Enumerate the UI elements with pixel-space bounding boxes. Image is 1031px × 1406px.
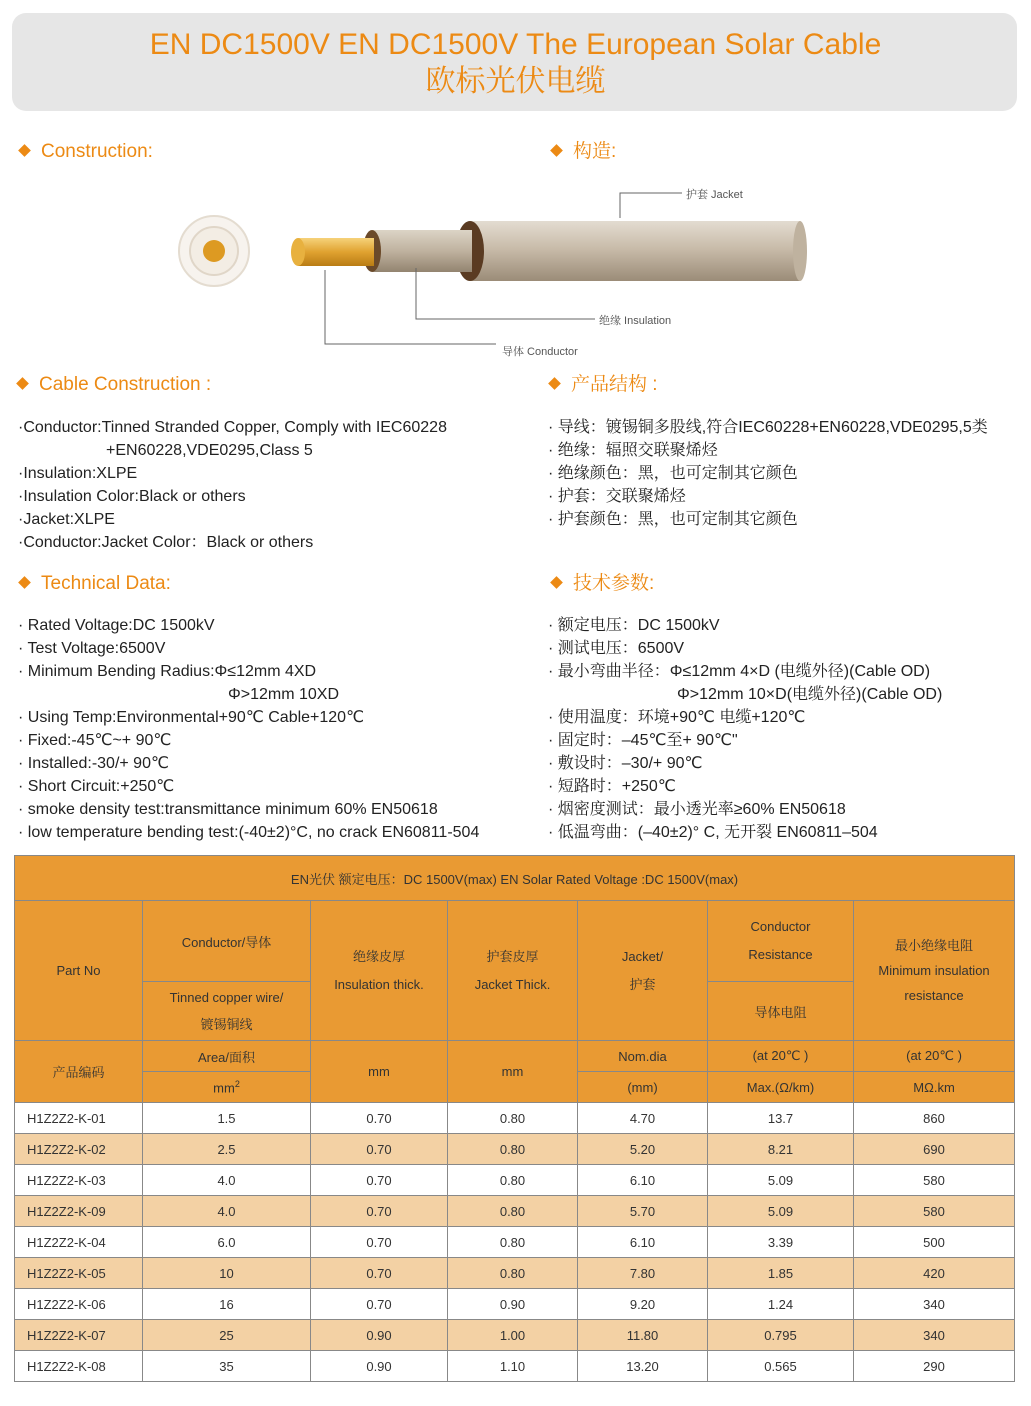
insulation-label: 绝缘 Insulation: [599, 315, 672, 327]
header-mi-at: (at 20℃ ): [854, 1041, 1015, 1072]
table-row: [15, 1258, 1015, 1289]
nom-dia-cell: 9.20: [578, 1289, 708, 1320]
area-cell: 1.5: [143, 1103, 311, 1134]
table-row: [15, 1165, 1015, 1196]
diamond-bullet-icon: [550, 144, 563, 157]
jacket-layer: [456, 221, 807, 281]
table-unit-row: [15, 1041, 1015, 1072]
spec-line: ·Insulation Color:Black or others: [18, 488, 246, 505]
spec-line-cn: · 绝缘：辐照交联聚烯烃: [548, 442, 718, 459]
tech-line: Φ>12mm 10XD: [228, 686, 340, 703]
header-jacket-thick: [448, 901, 578, 1041]
diamond-bullet-icon: [16, 377, 29, 390]
resistance-cell: 5.09: [708, 1165, 854, 1196]
header-insulation-en: Insulation thick.: [334, 976, 424, 992]
header-jacket-cn: 护套: [629, 976, 656, 992]
area-cell: 25: [143, 1320, 311, 1351]
insulation-cell: 0.70: [311, 1289, 448, 1320]
part-no-cell: H1Z2Z2-K-04: [15, 1227, 143, 1258]
jacket-thick-cell: 0.80: [448, 1165, 578, 1196]
tech-line: · Installed:-30/+ 90℃: [18, 755, 169, 772]
table-caption: EN光伏 额定电压：DC 1500V(max) EN Solar Rated Voltage :DC 1500V(max): [15, 856, 1015, 901]
tech-line: · Fixed:-45℃~+ 90℃: [18, 732, 172, 749]
tech-line: · Minimum Bending Radius:Φ≤12mm 4XD: [18, 663, 317, 680]
header-jacket: [578, 901, 708, 1041]
insulation-resistance-cell: 500: [854, 1227, 1015, 1258]
spec-line: +EN60228,VDE0295,Class 5: [106, 442, 313, 459]
tech-line-cn: · 使用温度：环境+90℃ 电缆+120℃: [548, 709, 806, 726]
area-cell: 6.0: [143, 1227, 311, 1258]
insulation-cell: 0.90: [311, 1320, 448, 1351]
tech-line-cn: · 额定电压：DC 1500kV: [548, 617, 720, 634]
spec-line: ·Conductor:Jacket Color：Black or others: [18, 534, 314, 551]
resistance-cell: 0.565: [708, 1351, 854, 1382]
resistance-cell: 3.39: [708, 1227, 854, 1258]
header-insulation-thick: [311, 901, 448, 1041]
insulation-resistance-cell: 290: [854, 1351, 1015, 1382]
insulation-resistance-cell: 580: [854, 1165, 1015, 1196]
header-conductor: Conductor/导体: [143, 901, 311, 982]
spec-line: ·Conductor:Tinned Stranded Copper, Comply with IEC60228: [18, 419, 447, 436]
insulation-resistance-cell: 340: [854, 1320, 1015, 1351]
nom-dia-cell: 13.20: [578, 1351, 708, 1382]
part-no-cell: H1Z2Z2-K-08: [15, 1351, 143, 1382]
header-cr-line2: Resistance: [748, 947, 813, 962]
cable-construction-heading-cn-text: 产品结构 :: [571, 374, 658, 395]
header-mi-line1: 最小绝缘电阻: [895, 938, 974, 953]
part-no-cell: H1Z2Z2-K-07: [15, 1320, 143, 1351]
insulation-cell: 0.70: [311, 1196, 448, 1227]
area-cell: 16: [143, 1289, 311, 1320]
table-row: [15, 1227, 1015, 1258]
area-cell: 2.5: [143, 1134, 311, 1165]
table-row: [15, 1103, 1015, 1134]
unit-area: [143, 1072, 311, 1103]
resistance-cell: 13.7: [708, 1103, 854, 1134]
insulation-resistance-cell: 580: [854, 1196, 1015, 1227]
header-nom-dia: Nom.dia: [578, 1041, 708, 1072]
header-mi-line2: Minimum insulation: [878, 963, 990, 978]
spec-line-cn: · 绝缘颜色：黑，也可定制其它颜色: [548, 465, 798, 482]
spec-line-cn: · 护套：交联聚烯烃: [548, 488, 686, 505]
tech-line-cn: · 敷设时：–30/+ 90℃: [548, 755, 703, 772]
jacket-thick-cell: 0.80: [448, 1196, 578, 1227]
spec-line-cn: · 导线：镀锡铜多股线,符合IEC60228+EN60228,VDE0295,5类: [548, 419, 988, 436]
spec-line: ·Jacket:XLPE: [18, 511, 115, 528]
construction-heading: [20, 141, 153, 163]
insulation-resistance-cell: 860: [854, 1103, 1015, 1134]
header-cr-at: (at 20℃ ): [708, 1041, 854, 1072]
jacket-label: 护套 Jacket: [686, 189, 743, 201]
conductor-leader-line: [325, 270, 496, 344]
diamond-bullet-icon: [548, 377, 561, 390]
part-no-cell: H1Z2Z2-K-03: [15, 1165, 143, 1196]
header-jacket-thick-en: Jacket Thick.: [474, 976, 551, 992]
area-cell: 4.0: [143, 1165, 311, 1196]
tech-line-cn: Φ>12mm 10×D(电缆外径)(Cable OD): [677, 686, 943, 703]
conductor-label: 导体 Conductor: [502, 346, 578, 358]
tech-line: · Rated Voltage:DC 1500kV: [18, 617, 215, 634]
tech-line-cn: · 最小弯曲半径：Φ≤12mm 4×D (电缆外径)(Cable OD): [548, 663, 931, 680]
header-tinned-cn: 镀锡铜线: [200, 1017, 253, 1032]
header-cr-line1: Conductor: [750, 919, 811, 934]
header-area: Area/面积: [143, 1041, 311, 1072]
part-no-cell: H1Z2Z2-K-01: [15, 1103, 143, 1134]
tech-line: · Using Temp:Environmental+90℃ Cable+120℃: [18, 709, 365, 726]
unit-mi: MΩ.km: [854, 1072, 1015, 1103]
header-tinned-en: Tinned copper wire/: [169, 990, 284, 1005]
insulation-cell: 0.70: [311, 1103, 448, 1134]
unit-jacket-thick: mm: [448, 1041, 578, 1103]
tech-line-cn: · 测试电压：6500V: [548, 640, 685, 657]
cross-section-icon: [179, 216, 249, 286]
jacket-thick-cell: 0.90: [448, 1289, 578, 1320]
tech-line: · Test Voltage:6500V: [18, 640, 166, 657]
part-no-cell: H1Z2Z2-K-06: [15, 1289, 143, 1320]
table-row: [15, 1134, 1015, 1165]
unit-insulation: mm: [311, 1041, 448, 1103]
cable-diagram: [0, 170, 1031, 365]
jacket-thick-cell: 1.00: [448, 1320, 578, 1351]
header-min-insulation: [854, 901, 1015, 1041]
area-cell: 35: [143, 1351, 311, 1382]
conductor-core: [291, 238, 374, 266]
table-body: [15, 1103, 1015, 1382]
resistance-cell: 8.21: [708, 1134, 854, 1165]
insulation-resistance-cell: 340: [854, 1289, 1015, 1320]
table-header-row: [15, 901, 1015, 982]
jacket-thick-cell: 0.80: [448, 1258, 578, 1289]
tech-line: · smoke density test:transmittance minimum 60% EN50618: [18, 801, 438, 818]
tech-line: · Short Circuit:+250℃: [18, 778, 175, 795]
insulation-cell: 0.90: [311, 1351, 448, 1382]
jacket-thick-cell: 0.80: [448, 1103, 578, 1134]
cable-construction-heading-text: Cable Construction :: [39, 374, 212, 395]
nom-dia-cell: 5.20: [578, 1134, 708, 1165]
header-cr-cn: 导体电阻: [708, 982, 854, 1041]
tech-line-cn: · 烟密度测试：最小透光率≥60% EN50618: [548, 801, 846, 818]
part-no-cell: H1Z2Z2-K-09: [15, 1196, 143, 1227]
area-cell: 10: [143, 1258, 311, 1289]
insulation-resistance-cell: 420: [854, 1258, 1015, 1289]
part-no-cell: H1Z2Z2-K-05: [15, 1258, 143, 1289]
construction-heading-cn: [552, 141, 616, 163]
resistance-cell: 5.09: [708, 1196, 854, 1227]
resistance-cell: 0.795: [708, 1320, 854, 1351]
spec-table: [14, 855, 1015, 1382]
spec-line: ·Insulation:XLPE: [18, 465, 138, 482]
spec-line-cn: · 护套颜色：黑，也可定制其它颜色: [548, 511, 798, 528]
tech-line-cn: · 短路时：+250℃: [548, 778, 676, 795]
jacket-thick-cell: 0.80: [448, 1134, 578, 1165]
technical-data-heading-cn-text: 技术参数:: [573, 573, 655, 594]
header-conductor-resistance: [708, 901, 854, 982]
page-title: EN DC1500V EN DC1500V The European Solar Cable: [149, 28, 882, 61]
nom-dia-cell: 7.80: [578, 1258, 708, 1289]
resistance-cell: 1.24: [708, 1289, 854, 1320]
header-part-no-cn: 产品编码: [15, 1041, 143, 1103]
table-row: [15, 1320, 1015, 1351]
insulation-resistance-cell: 690: [854, 1134, 1015, 1165]
jacket-thick-cell: 0.80: [448, 1227, 578, 1258]
insulation-cell: 0.70: [311, 1165, 448, 1196]
header-tinned-wire: [143, 982, 311, 1041]
header-jacket-thick-cn: 护套皮厚: [486, 948, 539, 964]
table-row: [15, 1351, 1015, 1382]
diamond-bullet-icon: [550, 576, 563, 589]
unit-area-text: mm: [213, 1080, 235, 1096]
diamond-bullet-icon: [18, 144, 31, 157]
cable-construction-heading: [18, 374, 211, 396]
technical-data-heading-cn: [552, 573, 654, 595]
header-jacket-en: Jacket/: [621, 948, 664, 964]
area-cell: 4.0: [143, 1196, 311, 1227]
insulation-cell: 0.70: [311, 1134, 448, 1165]
tech-line: · low temperature bending test:(-40±2)°C, no crack EN60811-504: [18, 824, 480, 841]
nom-dia-cell: 5.70: [578, 1196, 708, 1227]
insulation-layer: [363, 230, 472, 272]
insulation-cell: 0.70: [311, 1227, 448, 1258]
unit-nom-dia: (mm): [578, 1072, 708, 1103]
tech-line-cn: · 低温弯曲：(–40±2)° C, 无开裂 EN60811–504: [548, 824, 878, 841]
nom-dia-cell: 6.10: [578, 1227, 708, 1258]
part-no-cell: H1Z2Z2-K-02: [15, 1134, 143, 1165]
tech-line-cn: · 固定时：–45℃至+ 90℃": [548, 732, 738, 749]
header-part-no: Part No: [15, 901, 143, 1041]
technical-data-heading-text: Technical Data:: [41, 573, 171, 594]
technical-data-heading: [20, 573, 171, 595]
nom-dia-cell: 6.10: [578, 1165, 708, 1196]
nom-dia-cell: 11.80: [578, 1320, 708, 1351]
jacket-leader-line: [620, 193, 682, 218]
header-mi-line3: resistance: [904, 988, 964, 1003]
unit-area-sup: 2: [234, 1078, 240, 1089]
unit-cr: Max.(Ω/km): [708, 1072, 854, 1103]
page-title-cn: 欧标光伏电缆: [425, 65, 606, 98]
nom-dia-cell: 4.70: [578, 1103, 708, 1134]
diamond-bullet-icon: [18, 576, 31, 589]
table-row: [15, 1196, 1015, 1227]
construction-heading-cn-text: 构造:: [573, 141, 617, 162]
insulation-cell: 0.70: [311, 1258, 448, 1289]
construction-heading-text: Construction:: [41, 141, 153, 162]
jacket-thick-cell: 1.10: [448, 1351, 578, 1382]
resistance-cell: 1.85: [708, 1258, 854, 1289]
table-row: [15, 1289, 1015, 1320]
cable-construction-heading-cn: [550, 374, 658, 396]
header-insulation-cn: 绝缘皮厚: [352, 948, 405, 964]
table-caption-row: [15, 856, 1015, 901]
